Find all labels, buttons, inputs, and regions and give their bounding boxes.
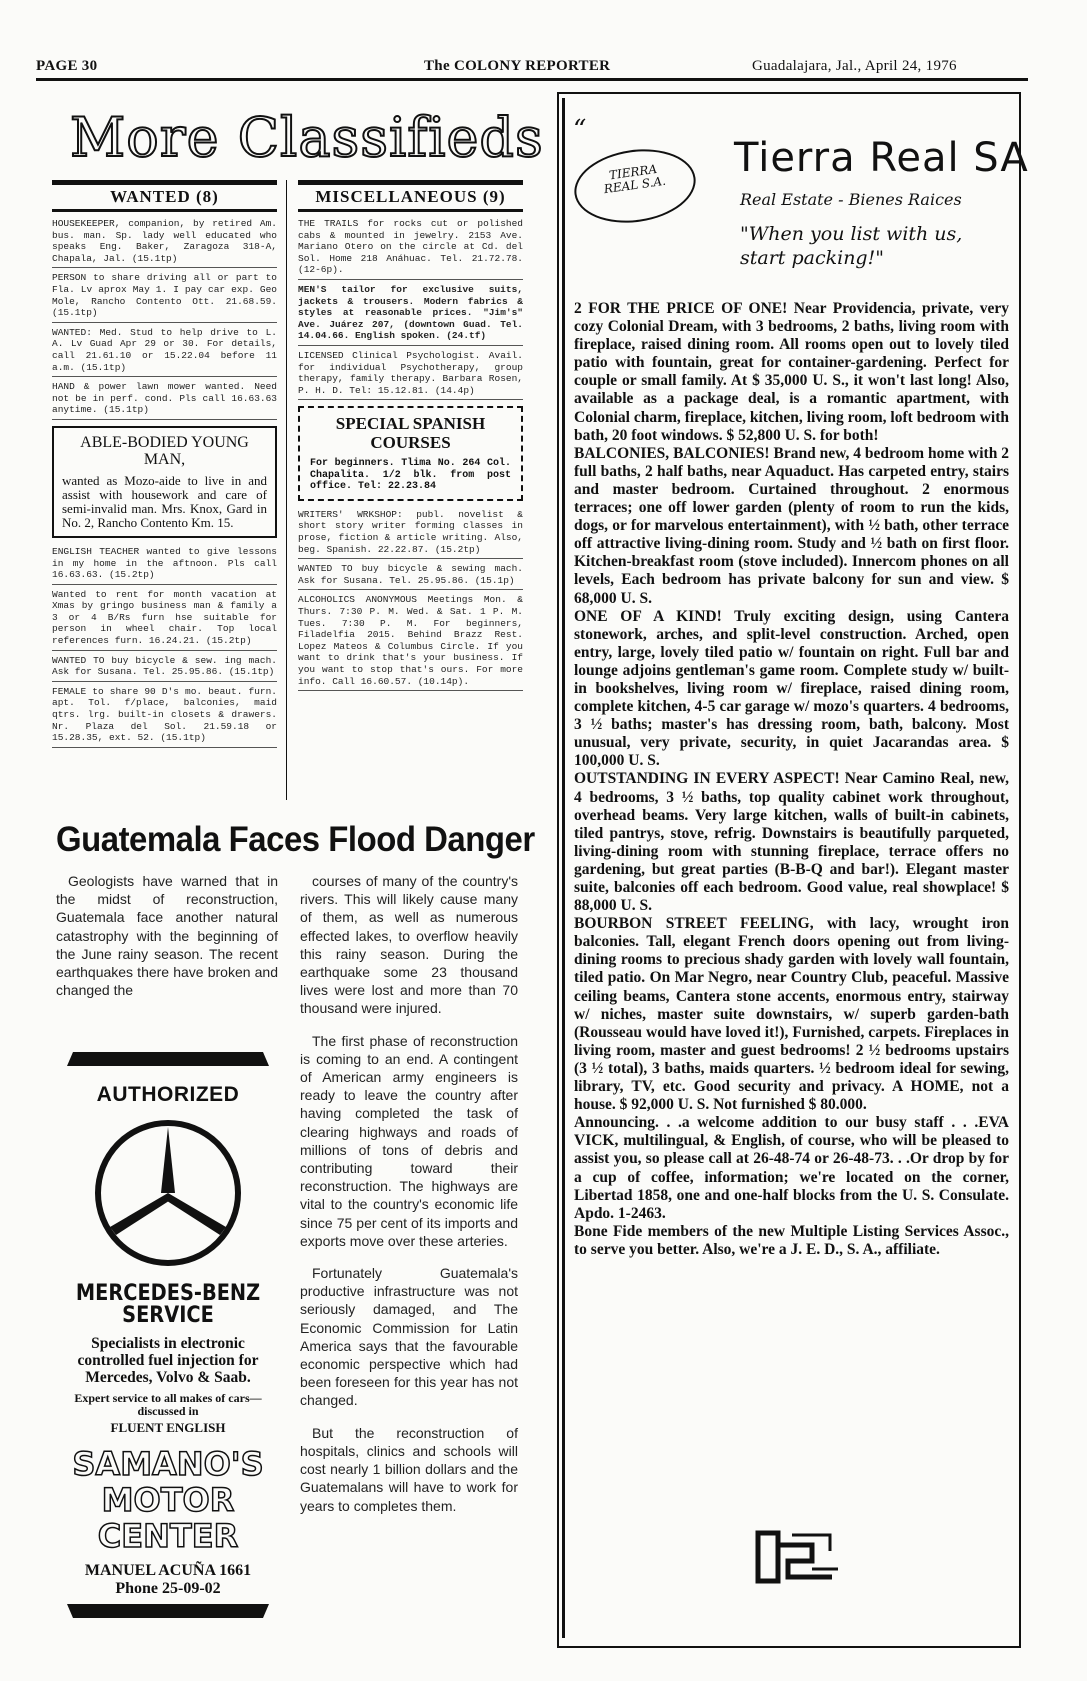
misc-list-2 xyxy=(298,509,523,691)
open-quote: “ xyxy=(573,115,587,145)
box-ad-title: ABLE-BODIED YOUNG MAN, xyxy=(80,433,249,468)
ad-frame-left-bar xyxy=(562,98,565,1638)
dateline: Guadalajara, Jal., April 24, 1976 xyxy=(752,58,957,74)
wanted-list xyxy=(52,218,277,420)
listing-paragraph: BALCONIES, BALCONIES! Brand new, 4 bedroom home with 2 full baths, 2 half baths, near Aquaduct. Has carpeted entry, stairs and master bedroom. Curtained throughout. 2 enormous terraces; one off lower garden (plenty of room to run the kids, dogs, or for marvelous entertainment), with ½ bath, other terrace off attractive living-dining room. Study and ½ bath on first floor. Kitchen-breakfast room (stove included). Innercom phones on all levels, Each bedroom has private balcony for sun and view. $ 68,000 U. S. xyxy=(574,444,1009,607)
service-label: MERCEDES-BENZ SERVICE xyxy=(75,1281,261,1328)
listing-paragraph: 2 FOR THE PRICE OF ONE! Near Providencia, private, very cozy Colonial Dream, with 3 bedrooms, 2 baths, living room with fireplace, raised dining room. All rooms open out to lovely tiled patio with fountain, great for container-gardening. Perfect for couple or small family. At $ 35,000 U. S., it won't last long! Also, available as a package deal, is a romantic apartment, with Colonial charm, fireplace, kitchen, living room, loft bedroom with bath, 20 foot windows. $ 52,800 U. S. for both! xyxy=(574,300,1009,444)
news-paragraph: The first phase of reconstruction is coming to an end. A contingent of American army engineers is ready to leave the country after having completed the task of clearing highways and roads of millions of tons of debris and contributing toward their reconstruction. The highways are vital to the country's economic life since 75 per cent of its imports and exports move over these arteries. xyxy=(300,1032,518,1249)
news-column-1 xyxy=(56,872,278,1013)
authorized-label: AUTHORIZED xyxy=(96,1083,240,1106)
box-ad-title: SPECIAL SPANISH COURSES xyxy=(335,414,486,453)
newspaper-name: The COLONY REPORTER xyxy=(424,58,611,74)
phone-text: Phone 25-09-02 xyxy=(115,1580,221,1597)
box-ad-body: wanted as Mozo-aide to live in and assist with housework and care of semi-invalid man. Mrs. Knox, Gard in No. 2, Rancho Contento Km. 15. xyxy=(62,472,267,530)
specialists-text: Specialists in electronic controlled fuel injection for Mercedes, Volvo & Saab. xyxy=(77,1335,259,1386)
column-divider xyxy=(286,180,287,800)
listings-text xyxy=(574,300,1009,1259)
list-item: HAND & power lawn mower wanted. Need not be in perf. cond. Pls call 16.63.63 anytime. (15.1tp) xyxy=(52,381,277,420)
mls-logo-icon xyxy=(752,1525,842,1591)
mercedes-ad xyxy=(58,1052,278,1623)
listing-paragraph: BOURBON STREET FEELING, with lacy, wrought iron balconies. Tall, elegant French doors opening out from living-dining rooms to precious shady garden with lovely wall fountain, tiled patio. On Mar Negro, near Country Club, peaceful. Massive ceiling beams, Cantera stone accents, enormous entry, stairway w/ niches, master suite downstairs, w/ superb garden-bath (Rousseau would have loved it!), Furnished, carpets. Fireplaces in living room, master and guest bedrooms! 2 ½ bedrooms upstairs (3 ½ total), 3 baths, maids quarters. ½ bedroom ideal for sewing, library, TV, etc. Good security and privacy. A HOME, not a house. $ 92,000 U. S. Not furnished $ 80.000. xyxy=(574,915,1009,1114)
misc-column xyxy=(298,180,523,695)
fluent-english-text: FLUENT ENGLISH xyxy=(110,1420,226,1435)
company-subtitle: Real Estate - Bienes Raices xyxy=(740,190,962,209)
list-item: WANTED: Med. Stud to help drive to L. A. Lv Guad Apr 29 or 30. For details, call 21.61.10 or 15.22.04 before 11 a.m. (15.1tp) xyxy=(52,327,277,377)
wanted-list-2 xyxy=(52,546,277,748)
address-text: MANUEL ACUÑA 1661 xyxy=(84,1562,252,1579)
list-item: THE TRAILS for rocks cut or polished cabs & mounted in jewelry. 2153 Ave. Mariano Otero on the circle at Cd. del Sol. Home 218 Anáhuac. Tel. 21.72.78. (12-6p). xyxy=(298,218,523,280)
spanish-courses-box-ad xyxy=(298,406,523,501)
header-rule xyxy=(36,78,1028,81)
listing-paragraph: OUTSTANDING IN EVERY ASPECT! Near Camino Real, new, 4 bedrooms, 3 ½ baths, top quality cabinet work throughout, overhead beams. Very large kitchen, walls of built-in cabinets, tiled pantrys, stove, refrig. Downstairs is beautifully parqueted, living-dining room with stunning fireplace, terrace offers no gardening, but great parties (B-B-Q and bar!). Elegant master suite, balconies off each bedroom. Good value, real showplace! $ 88,000 U. S. xyxy=(574,770,1009,915)
misc-list xyxy=(298,218,523,400)
list-item: ALCOHOLICS ANONYMOUS Meetings Mon. & Thurs. 7:30 P. M. Wed. & Sat. 1 P. M. Tues. 7:30 P. M. For beginners, Filadelfia 2015. Behind Brazz Rest. Lopez Mateos & Columbus Circle. If you want to drink that's your business. If you want to stop that's ours. For more info. Call 16.60.57. (10.14p). xyxy=(298,594,523,691)
wanted-heading: WANTED (8) xyxy=(52,180,277,212)
company-name: Tierra Real SA xyxy=(734,135,1029,181)
listing-paragraph: Announcing. . .a welcome addition to our busy staff . . .EVA VICK, multilingual, & English, of course, who will be pleased to assist you, so please call at 26-48-74 or 26-48-73. . .Or drop by for a cup of coffee, information; we're located on the corner, Libertad 1858, one and one-half blocks from the U. S. Consulate. Apdo. 1-2463. xyxy=(574,1114,1009,1222)
list-item: PERSON to share driving all or part to Fla. Lv aprox May 1. I pay car exp. Geo Mole, Rancho Contento Ott. 21.68.59. (15.1tp) xyxy=(52,272,277,322)
list-item: FEMALE to share 90 D's mo. beaut. furn. apt. Tol. f/place, balconies, maid qtrs. lrg. built-in closets & drawers. Nr. Plaza del Sol. 21.59.18 or 15.28.35, ext. 52. (15.1tp) xyxy=(52,686,277,748)
list-item: LICENSED Clinical Psychologist. Avail. for individual Psychotherapy, group therapy, family therapy. Barbara Rosen, P. H. D. Tel: 15.12.81. (14.4p) xyxy=(298,350,523,400)
list-item: ENGLISH TEACHER wanted to give lessons in my home in the aftnoon. Pls call 16.63.63. (15.2tp) xyxy=(52,546,277,585)
list-item: MEN'S tailor for exclusive suits, jackets & trousers. Modern fabrics & styles at reasonable prices. "Jim's" Ave. Juárez 207, (downtown Guad. Tel. 14.04.66. English spoken. (24.tf) xyxy=(298,284,523,346)
list-item: HOUSEKEEPER, companion, by retired Am. bus. man. Sp. lady well educated who speaks Eng. Baker, Zaragoza 318-A, Chapala, Jal. (15.1tp) xyxy=(52,218,277,268)
wanted-column xyxy=(52,180,277,752)
ad-top-bar xyxy=(63,1052,273,1066)
news-paragraph: courses of many of the country's rivers. This will likely cause many of them, as well as numerous effected lakes, to overflow heavily this rainy season. During the earthquake some 23 thousand lives were lost and more than 70 thousand were injured. xyxy=(300,873,518,1017)
listing-paragraph: ONE OF A KIND! Truly exciting design, using Cantera stonework, arches, and split-level construction. Arched, open entry, large, lovely tiled patio w/ fountain on right. Full bar and lounge adjoins gentleman's game room. Complete study w/ built-in bookshelves, living room w/ fireplace, raised dining room, complete kitchen, 4-5 car garage w/ mozo's quarters. 4 bedrooms, 3 ½ baths; master's has dressing room, bath, balcony. Most unusual, very private, security, in quiet Jacarandas area. $ 100,000 U. S. xyxy=(574,607,1009,770)
expert-text: Expert service to all makes of cars—discussed in xyxy=(74,1391,262,1418)
list-item: WANTED TO buy bicycle & sew. ing mach. Ask for Susana. Tel. 25.95.86. (15.1tp) xyxy=(52,655,277,682)
section-title: More Classifieds xyxy=(70,106,544,169)
page-number: PAGE 30 xyxy=(36,58,98,74)
list-item: WRITERS' WRKSHOP: publ. novelist & short story writer forming classes in prose, fiction & article writing. Also, beg. Spanish. 22.22.87. (15.2tp) xyxy=(298,509,523,559)
company-slogan: "When you list with us, start packing!" xyxy=(740,223,963,269)
box-ad-body: For beginners. Tlima No. 264 Col. Chapalita. 1/2 blk. from post office. Tel: 22.23.84 xyxy=(310,458,511,493)
list-item: Wanted to rent for month vacation at Xmas by gringo business man & family a 3 or 4 B/Rs furn hse suitable for person in wheel chair. Top local references furn. 16.24.21. (15.2tp) xyxy=(52,589,277,651)
ad-bottom-bar xyxy=(63,1604,273,1618)
able-bodied-box-ad xyxy=(52,426,277,538)
news-paragraph: But the reconstruction of hospitals, clinics and schools will cost nearly 1 billion dollars and the Guatemalans will have to work for years to completes them. xyxy=(300,1424,518,1514)
stamp-text: TIERRA REAL S.A. xyxy=(603,161,667,197)
list-item: WANTED TO buy bicycle & sewing mach. Ask for Susana. Tel. 25.95.86. (15.1p) xyxy=(298,563,523,590)
news-column-2 xyxy=(300,872,518,1529)
mercedes-star-icon xyxy=(88,1113,248,1273)
news-headline: Guatemala Faces Flood Danger xyxy=(56,820,535,859)
news-paragraph: Geologists have warned that in the midst of reconstruction, Guatemala face another natural catastrophy with the beginning of the June rainy season. The recent earthquakes there have broken and changed the xyxy=(56,873,278,999)
misc-heading: MISCELLANEOUS (9) xyxy=(298,180,523,212)
news-paragraph: Fortunately Guatemala's productive infrastructure was not seriously damaged, and The Economic Commission for Latin America says that the favourable economic perspective which had been foreseen for this year has not changed. xyxy=(300,1265,518,1409)
samanos-logo: SAMANO'S MOTOR CENTER xyxy=(58,1446,278,1554)
listing-paragraph: Bone Fide members of the new Multiple Listing Services Assoc., to serve you better. Also, we're a J. E. D., S. A., affiliate. xyxy=(574,1222,1009,1258)
